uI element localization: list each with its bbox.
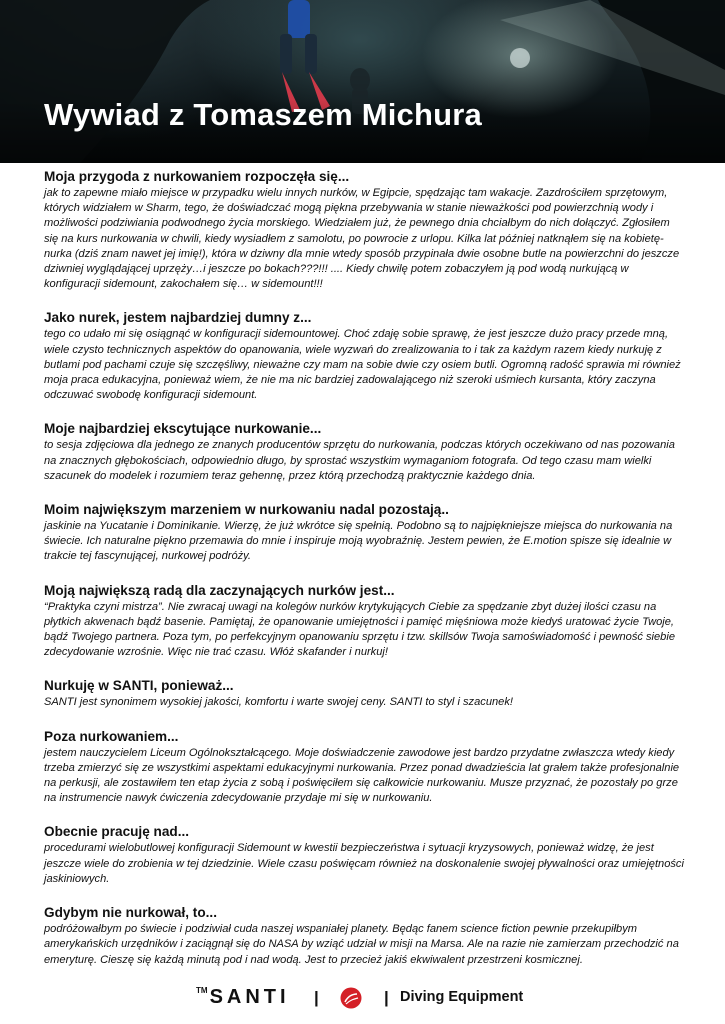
section-body: jaskinie na Yucatanie i Dominikanie. Wierzę, że już wkrótce się spełnią. Podobno są to najpiękniejsze miejsca do nurkowania na świecie. Ich naturalne piękno przemawia do mnie i inspiruje moją wyobraźnię. Jestem pewien, że E.motion spisze się idealnie w trakcie tej fascynującej, nurkowej podróży. — [44, 520, 673, 563]
section-heading: Moim największym marzeniem w nurkowaniu nadal pozostają.. — [44, 502, 449, 518]
brand-tagline: Diving Equipment — [400, 989, 524, 1005]
section-heading: Moje najbardziej ekscytujące nurkowanie... — [44, 421, 322, 437]
brand-name: SANTI — [209, 986, 290, 1008]
section-body: “Praktyka czyni mistrza”. Nie zwracaj uwagi na kolegów nurków krytykujących Ciebie za spędzanie zbyt dużej ilości czasu na płytkich akwenach bądź basenie. Pamiętaj, że opanowanie umiejętności i pamięć mięśniowa może kiedyś uratować życie Twoje, bądź Twojego partnera. Poza tym, po perfekcyjnym opanowaniu sprzętu i tzw. skillsów Twoja samoświadomość i pewność siebie zdecydowanie wzrośnie. Więc nie trać czasu. Włóż skafander i nurkuj! — [44, 600, 675, 659]
section-heading: Nurkuję w SANTI, ponieważ... — [44, 678, 234, 694]
interview-content — [44, 168, 684, 985]
section-heading: Poza nurkowaniem... — [44, 728, 179, 744]
interview-section — [44, 582, 684, 661]
page-title: Wywiad z Tomaszem Michura — [44, 97, 482, 132]
section-body: podróżowałbym po świecie i podziwiał cuda naszej wspaniałej planety. Będąc fanem science fiction pewnie przekupiłbym amerykańskich urzędników i zaciągnął się do NASA by wziąć udział w misji na Marsa. Ale na razie nie zamierzam przechodzić na emeryturę. Cieszę się każdą minutą pod i nad wodą. Jest to przecież jakiś ekwiwalent przestrzeni kosmicznej. — [44, 923, 679, 966]
section-body: SANTI jest synonimem wysokiej jakości, komfortu i warte swojej ceny. SANTI to styl i szacunek! — [44, 696, 513, 709]
interview-section — [44, 823, 684, 887]
section-heading: Moją największą radą dla zaczynających nurków jest... — [44, 582, 395, 598]
interview-section — [44, 420, 684, 484]
section-body: jak to zapewne miało miejsce w przypadku wielu innych nurków, w Egipcie, spędzając tam wakacje. Zazdrościłem sprzętowym, których widziałem w Sharm, tego, że doświadczać mogą piękna przebywania w stanie nieważkości pod powierzchnią wody i możliwości podziwiania podwodnego życia morskiego. Wiedziałem już, że pewnego dnia chciałbym do nich dołączyć. Zgłosiłem się na kurs nurkowania w chwili, kiedy wysiadłem z samolotu, po powrocie z urlopu. Kilka lat później natknąłem się na kobietę-nurka (dziś znam nawet jej imię!), która w dziwny dla mnie wtedy sposób przypinała dwie osobne butle na powierzchni do jeszcze dziwniej wyglądającej uprzęży…i jeszcze po bokach???!!! .... Kiedy chwilę potem zobaczyłem ją pod wodą nurkującą w konfiguracji sidemount, zakochałem się… w sidemount!!! — [44, 187, 680, 291]
diver-illustration — [280, 0, 330, 112]
section-body: jestem nauczycielem Liceum Ogólnokształcącego. Moje doświadczenie zawodowe jest bardzo przydatne zwłaszcza wtedy kiedy trzeba zmierzyć się ze wszystkimi aspektami edukacyjnymi nurkowania. Przez ponad dwadzieścia lat grałem także profesjonalnie na perkusji, ale zostawiłem ten etap życia z sobą i poświęciłem się całkowicie nurkowaniu. Musze przyznać, że pozostały po grze na instrumencie nawyk ćwiczenia zdecydowanie przydaje mi się w nurkowaniu. — [44, 746, 680, 805]
interview-section — [44, 309, 684, 403]
footer-separator: | — [384, 988, 389, 1007]
santi-logo — [196, 986, 290, 1009]
footer-separator: | — [314, 988, 319, 1007]
interview-section — [44, 904, 684, 968]
interview-section — [44, 677, 684, 710]
interview-section — [44, 168, 684, 292]
section-heading: Obecnie pracuję nad... — [44, 824, 190, 840]
section-heading: Moja przygoda z nurkowaniem rozpoczęła się... — [44, 169, 350, 184]
section-body: tego co udało mi się osiągnąć w konfiguracji sidemountowej. Choć zdaję sobie sprawę, że jest jeszcze dużo pracy przede mną, wiele czysto technicznych aspektów do opanowania, wiele wyzwań do zrealizowania to i tak za każdym razem kiedy nurkuję z butlami pod pachami czuje się szczęśliwy, nieważne czy mam na sobie dwie czy osiem butli. Ogromną radość sprawia mi również moja praca edukacyjna, ponieważ wiem, że nie ma nic bardziej zadowalającego niż szeroki uśmiech kursanta, który zaczyna odczuwać swobodę konfiguracji sidemount. — [44, 328, 681, 402]
trademark-symbol: TM — [196, 986, 208, 995]
section-heading: Gdybym nie nurkował, to... — [44, 905, 217, 921]
hero-banner — [0, 0, 725, 163]
interview-section — [44, 728, 684, 807]
section-body: to sesja zdjęciowa dla jednego ze znanych producentów sprzętu do nurkowania, podczas których oczekiwano od nas pozowania na znacznych głębokościach, odpowiednio długo, by sprostać wszystkim wymaganiom fotografa. Od tego czasu mam wielki szacunek do modelek i rozumiem teraz gehennę, przez którą przechodzą praktycznie każdego dnia. — [44, 439, 675, 482]
brand-footer — [0, 982, 725, 1018]
santi-badge-icon — [340, 987, 362, 1009]
interview-section — [44, 501, 684, 565]
section-heading: Jako nurek, jestem najbardziej dumny z... — [44, 310, 312, 326]
cave-dive-photo — [0, 0, 725, 163]
section-body: procedurami wielobutlowej konfiguracji Sidemount w kwestii bezpieczeństwa i sytuacji kryzysowych, ponieważ widzę, że jest jeszcze wiele do zrobienia w tej dziedzinie. Wiele czasu poświęcam również na doskonalenie swojej pływalności oraz umiejętności jaskiniowych. — [44, 842, 684, 885]
